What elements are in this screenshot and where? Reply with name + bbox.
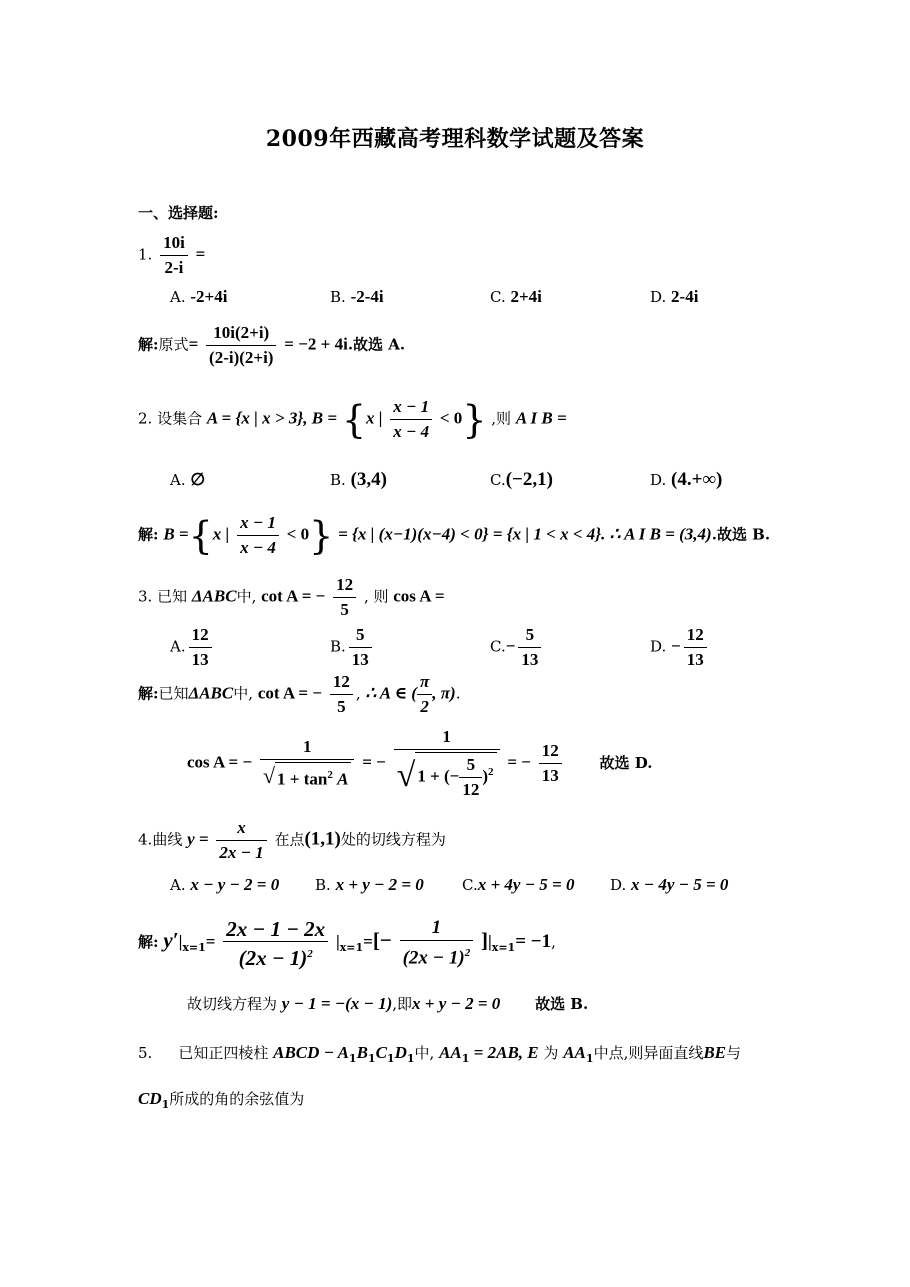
fraction: 1 √ 1 + (− $\frac{5}{12}$ )$^2$ — [394, 727, 500, 800]
fraction: $\frac{x}{2x - 1}$ — [216, 818, 266, 863]
question-2: 2. 设集合 A = {x | x > 3}, B = {x | $\frac{x - 1}{x - 4}$ < 0} ,则 A I B = — [138, 397, 567, 442]
fraction: $\frac{12}{5}$ — [333, 575, 356, 620]
question-5: 5. 已知正四棱柱 ABCD − $A_1B_1C_1D_1$中, $AA_1 = 2AB$, E 为 $AA_1$中点,则异面直线BE与 — [138, 1043, 742, 1065]
fraction: $\frac{x - 1}{x - 4}$ — [237, 513, 279, 558]
option-a: A. ∅ — [170, 470, 206, 489]
question-5-line-2: $CD_1$所成的角的余弦值为 — [138, 1089, 305, 1111]
section-heading: 一、选择题: — [138, 204, 219, 222]
option-b: B. $\frac{5}{13}$ — [330, 625, 375, 670]
option-a: A. $\frac{12}{13}$ — [170, 625, 215, 670]
fraction: $\frac{x - 1}{x - 4}$ — [390, 397, 432, 442]
page-title: 2009年西藏高考理科数学试题及答案 — [265, 126, 645, 152]
option-c: C.(−2,1) — [490, 469, 553, 490]
solution-4-line-2: 故切线方程为 y − 1 = −(x − 1),即x + y − 2 = 0 故选 B. — [187, 994, 589, 1013]
solution-4: 解: $y'|_{x=1}=$ $\frac{2x - 1 - 2x}{(2x - 1)^2}$ $|_{x=1}=[-$ $\frac{1}{(2x - 1)^2}$ ]$|_{x=1}= -1$, — [138, 916, 556, 970]
fraction: $\frac{10i}{2-i}$ — [160, 233, 188, 278]
option-c: C.x + 4y − 5 = 0 — [462, 875, 575, 894]
option-b: B. x + y − 2 = 0 — [315, 875, 424, 894]
fraction: $\frac{1}{(2x - 1)^2}$ — [400, 918, 474, 968]
question-3: 3. 已知 ΔABC中, cot A = − $\frac{12}{5}$ , 则 cos A = — [138, 575, 445, 619]
option-b: B. -2-4i — [330, 287, 384, 306]
question-4: 4.曲线 y = $\frac{x}{2x - 1}$ 在点(1,1)处的切线方程为 — [138, 818, 446, 862]
question-number: 1. — [138, 245, 153, 264]
option-d: D. (4.+∞) — [650, 469, 723, 490]
option-d: D. − $\frac{12}{13}$ — [650, 625, 710, 670]
option-d: D. 2-4i — [650, 287, 699, 306]
option-a: A. -2+4i — [170, 287, 228, 306]
option-c: C.− $\frac{5}{13}$ — [490, 625, 544, 670]
solution-2: 解: B ={x | $\frac{x - 1}{x - 4}$ < 0} = {x | (x−1)(x−4) < 0} = {x | 1 < x < 4}. ∴ A I B = (3,4).故选 B. — [138, 513, 771, 558]
option-b: B. (3,4) — [330, 469, 387, 490]
solution-1: 解:原式= $\frac{10i(2+i)}{(2-i)(2+i)}$ = −2 + 4i.故选 A. — [138, 323, 406, 367]
solution-3-line-2: cos A = − $\frac{1}{√ 1 + \tan^2 A}$ = − 1 √ 1 + (− $\frac{5}{12}$ )$^2$ = − $\frac{12}{13}$ 故选 D. — [187, 727, 653, 799]
option-a: A. x − y − 2 = 0 — [170, 875, 280, 894]
option-d: D. x − 4y − 5 = 0 — [610, 875, 729, 894]
fraction: $\frac{10i(2+i)}{(2-i)(2+i)}$ — [206, 323, 276, 368]
solution-3: 解:已知ΔABC中, cot A = − $\frac{12}{5}$ , ∴ A ∈ ( $\frac{\pi}{2}$ , π). — [138, 672, 461, 716]
option-c: C. 2+4i — [490, 287, 542, 306]
fraction: $\frac{1}{√ 1 + \tan^2 A}$ — [260, 737, 354, 790]
question-1: 1. $\frac{10i}{2-i}$ = — [138, 233, 206, 277]
fraction: $\frac{2x - 1 - 2x}{(2x - 1)^2}$ — [223, 919, 328, 968]
